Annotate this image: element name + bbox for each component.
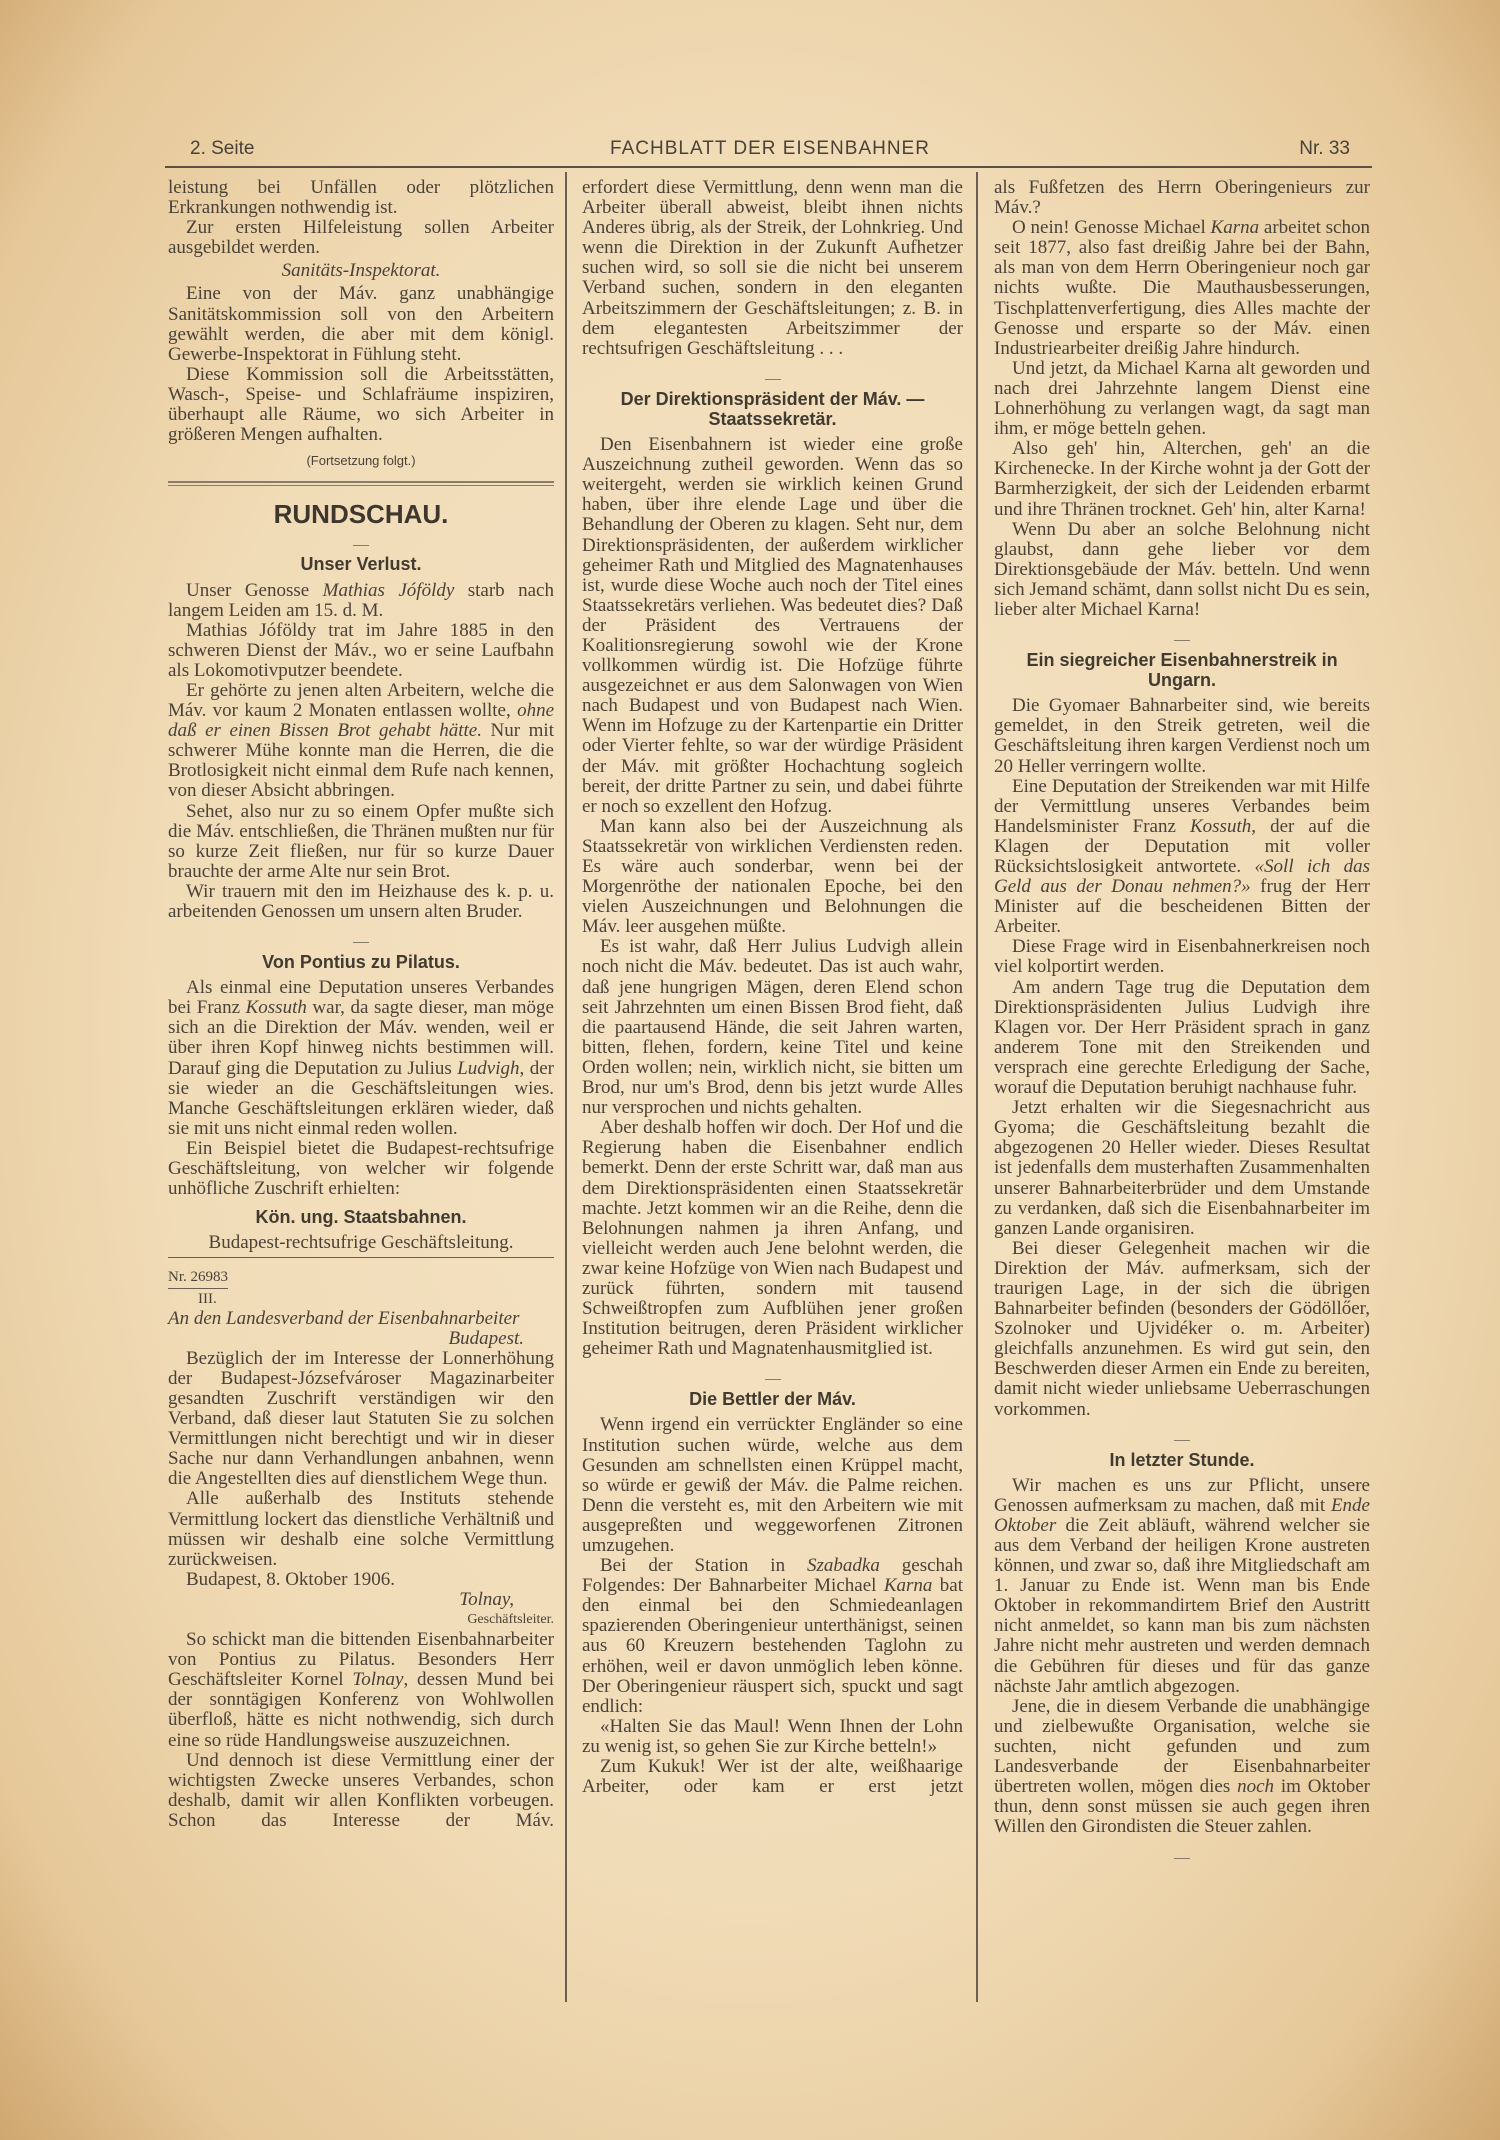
dash-mark — [353, 545, 369, 546]
text-run: Es ist wahr, daß Herr Julius Ludvigh allein noch nicht die Máv. bedeutet. Das ist auch wahr, daß jene hungrigen Mägen, deren Elend schon seit Jahrzehnten um einen Bissen Brod fieht, daß die paartausend Hände, die seit Jahren warten, bitten, flehen, fordern, keine Titel und keine Orden wollen; nein, wirklich nicht, sie bitten um Brod, nur um's Brod, denn bis jetzt wurde Alles nur versprochen und nichts gehalten. — [582, 936, 963, 1119]
text-run: Diese Frage wird in Eisenbahnerkreisen noch viel kolportirt werden. — [994, 936, 1370, 978]
paragraph — [168, 978, 554, 1139]
text-run: Wenn Du aber an solche Belohnung nicht glaubst, dann gehe lieber vor dem Direktionsgebäude der Máv. betteln. Und wenn sich Jemand schämt, dann sollst nicht Du es sein, lieber alter Michael Karna! — [994, 518, 1370, 620]
publication-title: FACHBLATT DER EISENBAHNER — [610, 138, 930, 159]
article-heading: Der Direktionspräsident der Máv. — Staatssekretär. — [620, 388, 925, 429]
text-run: Zum Kukuk! Wer ist der alte, weißhaarige Arbeiter, oder kam er erst jetzt — [582, 1756, 963, 1798]
paragraph — [582, 1415, 963, 1556]
text-run: arbeitet schon seit 1877, also fast dreißig Jahre bei der Bahn, als man von dem Herrn Oberingenieur noch gar nichts wußte. Die Mauthausbesserungen, Tischplattenverfertigung, dies Alles machte der Genosse und ersparte so der Máv. einen Industriearbeiter dreißig Jahre hindurch. — [994, 217, 1370, 359]
paragraph — [994, 359, 1370, 439]
paragraph — [582, 435, 963, 817]
paragraph — [994, 696, 1370, 776]
reference-number: Nr. 26983 — [168, 1267, 228, 1288]
text-run: Bei dieser Gelegenheit machen wir die Direktion der Máv. aufmerksam, sich der traurigen Lage, in der sich die übrigen Bahnarbeiter befinden (besonders der Gödöllőer, Szolnoker und Ujvidéker o. m. Arbeiter) gleichfalls anzunehmen. Es wird gut sein, den Beschwerden dieser Armen ein Ende zu bereiten, damit nicht wieder unliebsame Ueberraschungen vorkommen. — [994, 1237, 1370, 1420]
paragraph — [168, 1489, 554, 1569]
text-run: , der auf die Klagen der Deputation mit voller Rücksichtslosigkeit antwortete. — [994, 815, 1370, 877]
column-1 — [168, 178, 554, 1831]
article-heading: Kön. ung. Staatsbahnen. — [255, 1207, 467, 1228]
text-run: erfordert diese Vermittlung, denn wenn man die Arbeiter überall abweist, bleibt ihnen nichts Anderes übrig, als der Streik, der Lohnkrieg. Und wenn die Direktion in der Zukunft Aufhetzer suchen wird, so soll sie die nicht bei unserem Verband suchen, sondern in den eleganten Arbeitszimmern der Geschäftsleitungen; z. B. in dem elegantesten Arbeitszimmer der rechtsufrigen Geschäftsleitung . . . — [582, 177, 963, 359]
text-run: Wenn irgend ein verrückter Engländer so eine Institution suchen würde, welche aus dem Gesunden am schnellsten einen Krüppel macht, so würde er gewiß der Máv. die Palme reichen. Denn die versteht es, mit den Arbeitern wie mit ausgepreßten und weggeworfenen Zitronen umzugehen. — [582, 1414, 963, 1556]
text-run: Und jetzt, da Michael Karna alt geworden und nach drei Jahrzehnte langem Dienst eine Lohnerhöhung zu verlangen wagt, da sagt man ihm, er möge betteln gehen. — [994, 357, 1370, 440]
column-2 — [582, 178, 963, 1797]
text-run: «Halten Sie das Maul! Wenn Ihnen der Lohn zu wenig ist, so gehen Sie zur Kirche betteln!» — [582, 1715, 963, 1757]
text-run: bat den einmal bei den Schmiedeanlagen spazierenden Oberingenieur unterthänigst, seinen aus 60 Kreuzern bestehenden Taglohn zu erhöhen, weil er davon unmöglich leben könne. Der Oberingenieur räuspert sich, spuckt und sagt endlich: — [582, 1575, 963, 1717]
section-separator — [994, 1847, 1370, 1859]
emphasis-text: Mathias Jóföldy — [322, 579, 455, 601]
paragraph — [994, 178, 1370, 218]
emphasis-text: «Soll ich das Geld aus der Donau nehmen?» — [994, 856, 1370, 898]
rule — [168, 1257, 554, 1258]
paragraph — [168, 178, 554, 218]
text-run: So schickt man die bittenden Eisenbahnarbeiter von Pontius zu Pilatus. Besonders Herr Geschäftsleiter Kornel — [168, 1629, 554, 1691]
text-run: im Oktober thun, denn sonst müssen sie auch gegen ihren Willen den Girondisten die Steuer zahlen. — [994, 1776, 1370, 1838]
paragraph — [994, 1476, 1370, 1697]
text-run: als Fußfetzen des Herrn Oberingenieurs zur Máv.? — [994, 177, 1370, 219]
paragraph — [168, 1139, 554, 1199]
text-run: Eine Deputation der Streikenden war mit Hilfe der Vermittlung unseres Verbandes beim Handelsminister Franz — [994, 775, 1370, 837]
paragraph — [168, 621, 554, 681]
dash-mark — [1174, 1440, 1190, 1441]
continuation-note: (Fortsetzung folgt.) — [306, 453, 416, 469]
emphasis-text: noch — [1237, 1776, 1275, 1798]
paragraph — [168, 284, 554, 364]
text-run: Als einmal eine Deputation unseres Verbandes bei Franz — [168, 977, 554, 1019]
article-heading: In letzter Stunde. — [1109, 1449, 1255, 1470]
section-separator — [168, 932, 554, 944]
text-run: Die Gyomaer Bahnarbeiter sind, wie bereits gemeldet, in den Streik getreten, weil die Geschäftsleitung ihren kargen Verdienst noch um 20 Heller verringern wollte. — [994, 695, 1370, 777]
emphasis-text: Karna — [1210, 217, 1260, 239]
text-run: Budapest, 8. Oktober 1906. — [186, 1568, 395, 1590]
section-separator — [994, 1430, 1370, 1442]
dash-mark — [1174, 1858, 1190, 1859]
page-header — [168, 138, 1372, 164]
dash-mark — [765, 1379, 781, 1380]
section-separator — [582, 369, 963, 381]
paragraph — [168, 882, 554, 922]
article-heading: Unser Verlust. — [300, 554, 422, 575]
dash-mark — [353, 942, 369, 943]
text-run: O nein! Genosse Michael — [1012, 217, 1211, 239]
text-run: geschah Folgendes: Der Bahnarbeiter Michael — [582, 1555, 963, 1597]
article-heading: Ein siegreicher Eisenbahnerstreik in Ungarn. — [1026, 650, 1338, 691]
text-run: Man kann also bei der Auszeichnung als Staatssekretär von wirklichen Verdiensten reden. Es wäre auch sonderbar, wenn bei der Morgenröthe der nationalen Epoche, bei den vielen Auszeichnungen und Belohnungen die Máv. leer ausgehen müßte. — [582, 815, 963, 938]
text-run: die Zeit abläuft, während welcher sie aus dem Verband der heiligen Krone austreten können, und zwar so, daß ihre Mitgliedschaft am 1. Januar zu Ende ist. Wenn man bis Ende Oktober in rekommandirtem Brief den Austritt nicht anmeldet, so kann man bis zum nächsten Jahre nicht mehr austreten und werden demnach die Gebühren für dieses und für das ganze nächste Jahr amtlich abgezogen. — [994, 1514, 1370, 1697]
text-run: leistung bei Unfällen oder plötzlichen Erkrankungen nothwendig ist. — [168, 177, 554, 219]
text-run: Aber deshalb hoffen wir doch. Der Hof und die Regierung haben die Eisenbahner endlich bemerkt. Denn der erste Schritt war, daß man aus dem Direktionspräsidenten einen Staatssekretär machte. Jetzt kommen wir an die Reihe, denn die Belohnungen nahmen ja ihren Anfang, und vielleicht werden auch Jene belohnt werden, die zwar keine Hofzüge von Wien nach Budapest und zurück führten, sondern mit tausend Schweißtropfen zum Aufblühen jener großen Institution beitrugen, deren Präsident wirklicher geheimer Rath und Magnatenhausmitglied ist. — [582, 1117, 963, 1360]
section-separator — [168, 534, 554, 546]
paragraph — [994, 937, 1370, 977]
paragraph — [582, 178, 963, 359]
paragraph — [582, 1556, 963, 1717]
paragraph — [582, 1717, 963, 1757]
paragraph — [994, 520, 1370, 620]
text-run: Nur mit schwerer Mühe konnte man die Herren, die die Brotlosigkeit nicht einmal dem Rufe nach kennen, von dieser Absicht abbringen. — [168, 720, 554, 802]
paragraph — [994, 218, 1370, 359]
article-heading: Von Pontius zu Pilatus. — [262, 952, 460, 973]
column-divider — [565, 172, 567, 2002]
paragraph — [994, 1239, 1370, 1420]
text-run: Alle außerhalb des Instituts stehende Vermittlung lockert das dienstliche Verhältniß und müssen wir deshalb eine solche Vermittlung zurückweisen. — [168, 1488, 554, 1570]
reference-section: III. — [198, 1290, 217, 1307]
paragraph — [994, 777, 1370, 938]
paragraph — [582, 1757, 963, 1797]
dash-mark — [1174, 640, 1190, 641]
emphasis-text: ohne daß er einen Bissen Brot gehabt hätte. — [168, 700, 554, 742]
text-run: Bei der Station in — [600, 1555, 808, 1577]
text-run: Bezüglich der im Interesse der Lonnerhöhung der Budapest-Józsefvároser Magazinarbeiter gesandten Zuschrift verständigen wir den Verband, daß dieser laut Statuten Sie zu solchen Vermittlungen nicht berechtigt und wir in dieser Sache nur dann Verhandlungen anbahnen, wenn die Angestellten dies auf dienstlichem Wege thun. — [168, 1347, 554, 1490]
section-separator — [994, 630, 1370, 642]
text-run: Er gehörte zu jenen alten Arbeitern, welche die Máv. vor kaum 2 Monaten entlassen wollte, — [168, 679, 554, 722]
paragraph — [168, 581, 554, 621]
text-run: Den Eisenbahnern ist wieder eine große Auszeichnung zutheil geworden. Wenn das so weitergeht, werden sie wirklich keinen Grund haben, über ihre elende Lage und über die Behandlung der Oberen zu klagen. Seht nur, dem Direktionspräsidenten, der außerdem wirklicher geheimer Rath und Mitglied des Magnatenhauses ist, wurde diese Woche auch noch der Titel eines Staatssekretärs verliehen. Was bedeutet dies? Daß der Präsident des Vertrauens der Koalitionsregierung sowohl wie der Krone vollkommen würdig ist. Die Hofzüge führte ausgezeichnet er aus dem Salonwagen von Wien nach Budapest und von Budapest nach Wien. Wenn im Hofzuge zu der Kartenpartie ein Dritter oder Vierter fehlte, so war der würdige Präsident der Máv. mit größter Hochachtung sogleich bereit, der dritte Partner zu sein, und dabei führte er noch so exzellent den Hofzug. — [582, 434, 963, 817]
paragraph — [168, 802, 554, 882]
text-run: Also geh' hin, Alterchen, geh' an die Kirchenecke. In der Kirche wohnt ja der Gott der Barmherzigkeit, der sich der Leidenden erbarmt und ihre Thränen trocknet. Geh' hin, alter Karna! — [994, 438, 1370, 520]
paragraph — [582, 1118, 963, 1359]
column-divider — [976, 172, 978, 2002]
paragraph — [994, 978, 1370, 1099]
paragraph — [168, 1751, 554, 1831]
emphasis-text: Kossuth — [245, 997, 307, 1019]
emphasis-text: Kossuth — [1189, 815, 1252, 837]
header-rule — [165, 166, 1372, 168]
letter-addressee-city: Budapest. — [448, 1327, 524, 1349]
paragraph — [168, 1349, 554, 1490]
paragraph — [994, 1098, 1370, 1239]
text-run: Jene, die in diesem Verbande die unabhängige und zielbewußte Organisation, welche sie suchten, nicht gefunden und zum Landesverbande der Eisenbahnarbeiter übertreten wollen, mögen dies — [994, 1695, 1370, 1798]
text-run: Wir machen es uns zur Pflicht, unsere Genossen aufmerksam zu machen, daß mit — [994, 1474, 1370, 1516]
text-run: , der sie wieder an die Geschäftsleitungen wies. Manche Geschäftsleitungen erklären wieder, daß sie mit uns nicht einmal reden wollen. — [168, 1057, 554, 1139]
text-run: Sehet, also nur zu so einem Opfer mußte sich die Máv. entschließen, die Thränen mußten nur für so kurze Zeit fließen, nur für so kurze Dauer brauchte der arme Alte nur sein Brot. — [168, 800, 554, 882]
signature-name: Tolnay, — [459, 1588, 514, 1610]
text-run: Ein Beispiel bietet die Budapest-rechtsufrige Geschäftsleitung, von welcher wir folgende unhöfliche Zuschrift erhielten: — [168, 1137, 554, 1200]
paragraph — [168, 218, 554, 258]
paragraph — [168, 365, 554, 445]
paragraph — [168, 681, 554, 802]
reference-block — [168, 1266, 554, 1288]
page-number: 2. Seite — [190, 138, 255, 159]
paragraph — [582, 817, 963, 938]
text-run: Und dennoch ist diese Vermittlung einer der wichtigsten Zwecke unseres Verbandes, schon deshalb, damit wir allen Konflikten vorbeugen. Schon das Interesse der Máv. — [168, 1749, 554, 1831]
text-run: Eine von der Máv. ganz unabhängige Sanitätskommission soll von den Arbeitern gewählt werden, die aber mit dem königl. Gewerbe-Inspektorat in Fühlung steht. — [168, 283, 554, 365]
emphasis-text: Ludvigh — [457, 1057, 520, 1079]
emphasis-text: Tolnay — [352, 1669, 404, 1691]
emphasis-text: Ende Oktober — [994, 1494, 1370, 1536]
text-run: Mathias Jóföldy trat im Jahre 1885 in den schweren Dienst der Máv., wo er seine Laufbahn als Lokomotivputzer beendete. — [168, 619, 554, 681]
signature-title: Geschäftsleiter. — [467, 1612, 554, 1627]
issue-number: Nr. 33 — [1299, 138, 1350, 159]
text-run: Diese Kommission soll die Arbeitsstätten, Wasch-, Speise- und Schlafräume inspiziren, überhaupt alle Räume, wo sich Arbeiter in größeren Mengen aufhalten. — [168, 363, 554, 446]
text-run: war, da sagte dieser, man möge sich an die Direktion der Máv. wenden, weil er über ihren Kopf hinweg nichts bestimmen will. Darauf ging die Deputation zu Julius — [168, 997, 554, 1079]
text-run: , dessen Mund bei der sonntägigen Konferenz von Wohlwollen überfloß, hätte es nicht nothwendig, sich durch eine so rüde Handlungsweise auszuzeichnen. — [168, 1669, 554, 1751]
double-rule — [168, 481, 554, 486]
column-3 — [994, 178, 1370, 1863]
emphasis-text: Karna — [883, 1575, 933, 1597]
article-heading: Die Bettler der Máv. — [689, 1389, 856, 1410]
paragraph — [168, 1630, 554, 1751]
section-title: RUNDSCHAU. — [273, 499, 449, 530]
letter-addressee: An den Landesverband der Eisenbahnarbeiter — [168, 1307, 520, 1329]
text-run: Zur ersten Hilfeleistung sollen Arbeiter ausgebildet werden. — [168, 217, 554, 259]
text-run: Am andern Tage trug die Deputation dem Direktionspräsidenten Julius Ludvigh ihre Klagen vor. Der Herr Präsident sprach in ganz anderem Tone mit den Streikenden und versprach eine gerechte Erledigung der Sache, worauf die Deputation beruhigt nachhause fuhr. — [994, 976, 1370, 1099]
paragraph — [582, 937, 963, 1118]
paragraph — [168, 1570, 554, 1590]
emphasis-text: Szabadka — [807, 1555, 880, 1577]
letterhead-subtitle: Budapest-rechtsufrige Geschäftsleitung. — [208, 1232, 514, 1254]
section-separator — [582, 1369, 963, 1381]
dash-mark — [765, 379, 781, 380]
text-run: starb nach langem Leiden am 15. d. M. — [168, 579, 554, 621]
text-run: Jetzt erhalten wir die Siegesnachricht aus Gyoma; die Geschäftsleitung bezahlt die abgezogenen 20 Heller wieder. Dieses Resultat ist jedenfalls dem musterhaften Zusammenhalten unserer Bahnarbeiterbrüder und dem Umstande zu verdanken, daß sich die Eisenbahnarbeiter im ganzen Lande organisiren. — [994, 1097, 1370, 1239]
text-run: Wir trauern mit den im Heizhause des k. p. u. arbeitenden Genossen um unsern alten Bruder. — [168, 880, 554, 922]
paragraph — [994, 439, 1370, 519]
paragraph — [994, 1697, 1370, 1838]
text-run: Unser Genosse — [186, 579, 323, 601]
subheading: Sanitäts-Inspektorat. — [281, 260, 441, 282]
text-run: frug der Herr Minister auf die bescheidenen Bitten der Arbeiter. — [994, 876, 1370, 938]
